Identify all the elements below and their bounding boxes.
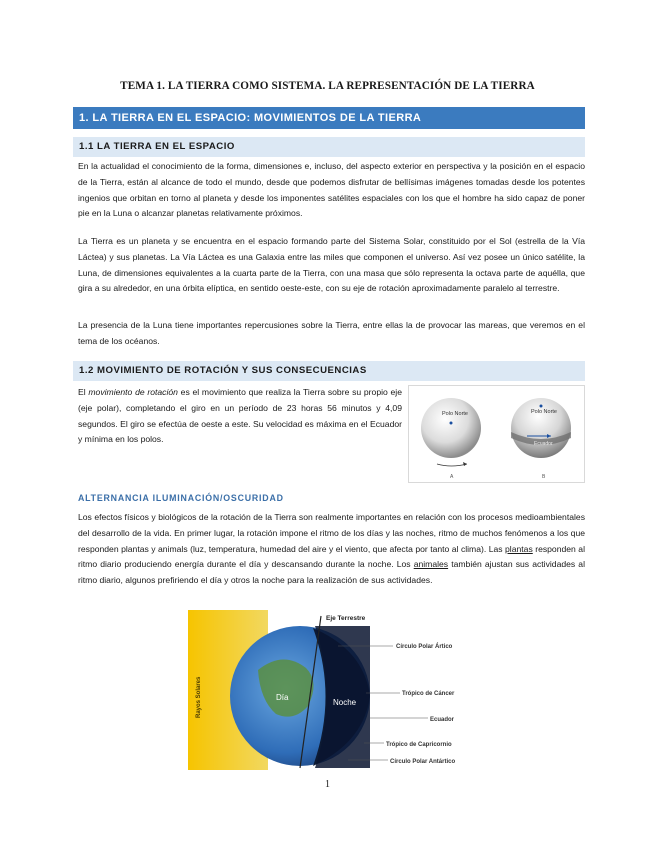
term-plantas: plantas [505,543,533,554]
label-noche: Noche [333,698,357,707]
term-rotation: movimiento de rotación [88,387,178,397]
rotation-globes-figure [408,385,585,483]
globe-b-north-pole [540,405,543,408]
label-north-a: Polo Norte [442,411,468,417]
paragraph-rotation: El movimiento de rotación es el movimiento que realiza la Tierra sobre su propio eje (eje polar), completando el giro en un período de 23 horas 56 minutos y 4,09 segundos. El giro se efectúa de oeste a este. Su velocidad es máxima en el Ecuador y mínima en los polos. [78,387,402,445]
day-night-earth-figure [188,610,470,770]
label-antartico: Círculo Polar Antártico [390,759,456,765]
paragraph-day-night: Los efectos físicos y biológicos de la rotación de la Tierra son realmente importantes en relación con los procesos medioambientales del desarrollo de la vida. En primer lugar, la rotación impone el ritmo de los días y las noches, ritmo de muchos fenómenos a los que responden plantas y animals (luz, temperatura, humedad del aire y el viento, que afecta por tanto al clima). Las plantas responden al ritmo diario produciendo energía durante el día y descansando durante la noche. Los animales también ajustan sus actividades al ritmo diario, algunos prefiriendo el día y otros la noche para la realización de sus actividades. [78,512,585,586]
label-equator: Ecuador [534,441,553,447]
label-north-b: Polo Norte [531,409,557,415]
label-eje: Eje Terrestre [326,615,366,622]
subsection-heading-1-2: 1.2 MOVIMIENTO DE ROTACIÓN Y SUS CONSECUENCIAS [73,361,585,381]
subheading-alternancia: ALTERNANCIA ILUMINACIÓN/OSCURIDAD [78,493,284,503]
subsection-heading-1-1: 1.1 LA TIERRA EN EL ESPACIO [73,137,585,157]
label-rayos: Rayos Solares [196,676,202,718]
paragraph-solar-system: La Tierra es un planeta y se encuentra en el espacio formando parte del Sistema Solar, constituido por el Sol (estrella de la Vía Láctea) y sus planetas. La Vía Láctea es una Galaxia entre las miles que componen el universo. Así vez posee un único satélite, la Luna, de dimensiones equivalentes a la cuarta parte de la Tierra, con una masa que sólo representa la octava parte de aquélla, que gira a su alrededor, en una órbita elíptica, en sentido oeste-este, con su eje de rotación aproximadamente paralelo al terrestre. [78,236,585,294]
section-heading-1: 1. LA TIERRA EN EL ESPACIO: MOVIMIENTOS DE LA TIERRA [73,107,585,129]
label-dia: Día [276,693,289,702]
term-animales: animales [413,559,449,570]
globe-a-north-pole [450,422,453,425]
label-ecuador: Ecuador [430,717,455,723]
label-artico: Círculo Polar Ártico [396,644,453,650]
label-capricornio: Trópico de Capricornio [386,742,452,748]
label-b: B [542,474,546,480]
rotation-arrow-a [437,464,467,466]
label-a: A [450,474,454,480]
globe-a [421,398,481,458]
paragraph-moon-tides: La presencia de la Luna tiene importantes repercusiones sobre la Tierra, entre ellas la de provocar las mareas, que veremos en el tema de los océanos. [78,320,585,346]
page-number: 1 [325,779,330,790]
paragraph-knowledge: En la actualidad el conocimiento de la forma, dimensiones e, incluso, del aspecto exterior en perspectiva y la posición en el espacio de la Tierra, están al alcance de todo el mundo, desde que podemos disfrutar de bellísimas imágenes tomadas desde los potentes ingenios que orbitan en torno al planeta y desde los imponentes satélites espaciales con los que el hombre ha sido capaz de poner pie en la Luna o alcanzar planetas relativamente próximos. [78,161,585,219]
label-cancer: Trópico de Cáncer [402,691,455,697]
document-title: TEMA 1. LA TIERRA COMO SISTEMA. LA REPRESENTACIÓN DE LA TIERRA [120,80,535,92]
